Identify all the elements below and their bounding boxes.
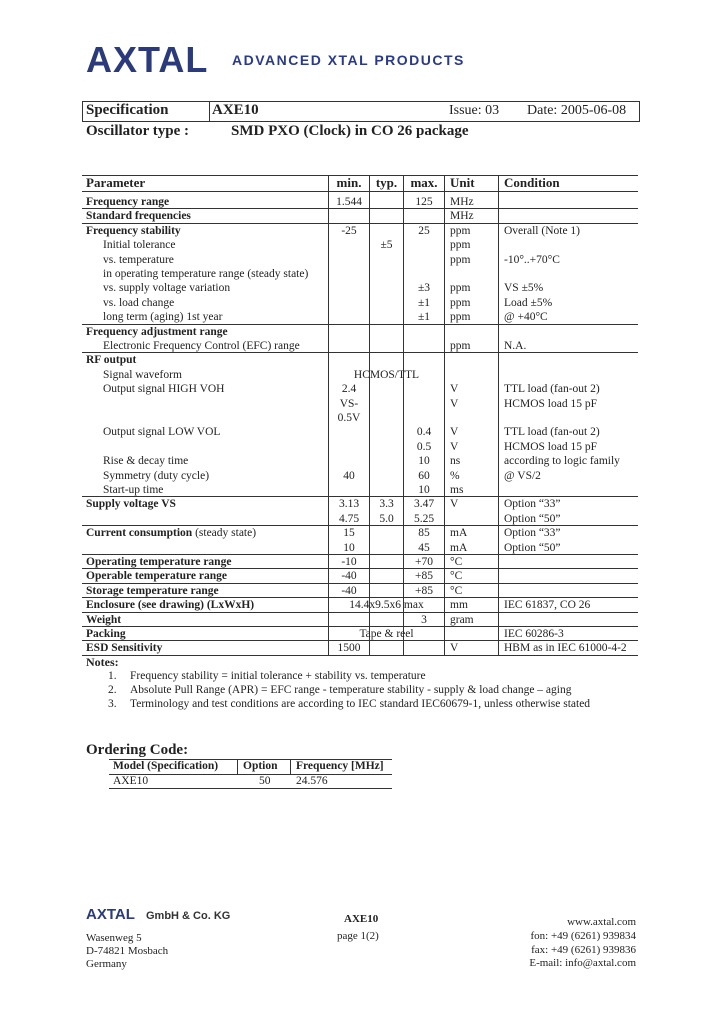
cell-max: +85 <box>415 570 433 583</box>
cell-typ: 5.0 <box>379 512 394 525</box>
cell-unit: ppm <box>450 340 471 352</box>
footer-phone: fon: +49 (6261) 939834 <box>530 930 636 942</box>
cell-parameter: RF output <box>86 354 137 367</box>
cell-subparameter: vs. load change <box>103 296 175 309</box>
cell-unit: ppm <box>450 282 471 295</box>
cell-unit: ppm <box>450 311 471 324</box>
cell-parameter: Frequency adjustment range <box>86 325 228 338</box>
cell-parameter: Enclosure (see drawing) (LxWxH) <box>86 599 255 612</box>
footer-page: page 1(2) <box>337 930 379 942</box>
cell-min: 4.75 <box>338 512 360 525</box>
cell-max: +70 <box>415 556 433 568</box>
cell-max: 25 <box>418 224 430 237</box>
cell-max: 10 <box>418 484 430 496</box>
company-tagline: ADVANCED XTAL PRODUCTS <box>232 52 465 68</box>
cell-min: 1500 <box>337 642 361 655</box>
cell-condition: HCMOS load 15 pF <box>504 440 597 453</box>
cell-parameter: Current consumption (steady state) <box>86 527 257 540</box>
footer-company: GmbH & Co. KG <box>146 910 231 922</box>
cell-parameter: Frequency stability <box>86 224 181 237</box>
cell-condition: according to logic family <box>504 455 620 468</box>
cell-merged: HCMOS/TTL <box>353 368 420 381</box>
cell-unit: V <box>450 440 459 453</box>
cell-parameter: ESD Sensitivity <box>86 642 163 655</box>
cell-condition: Option “33” <box>504 498 561 511</box>
cell-unit: mm <box>450 599 468 612</box>
ordering-bottom-line <box>109 788 392 789</box>
spec-value: AXE10 <box>212 102 259 118</box>
header-unit: Unit <box>450 175 475 190</box>
cell-max: ±1 <box>417 296 431 309</box>
row-separator <box>82 352 638 353</box>
cell-unit: ppm <box>450 296 471 309</box>
header-min: min. <box>336 175 362 190</box>
cell-min: 40 <box>343 469 355 482</box>
note-text: Terminology and test conditions are according to IEC standard IEC60679-1, unless otherwise stated <box>130 698 591 710</box>
cell-subparameter: Output signal LOW VOL <box>103 426 221 439</box>
note-text: Absolute Pull Range (APR) = EFC range - temperature stability - supply & load change – aging <box>130 684 572 696</box>
cell-condition: -10°..+70°C <box>504 253 560 266</box>
footer-email[interactable]: E-mail: info@axtal.com <box>529 957 636 969</box>
cell-min: 0.5V <box>337 412 361 424</box>
cell-condition: HCMOS load 15 pF <box>504 397 597 410</box>
footer-fax: fax: +49 (6261) 939836 <box>531 944 636 956</box>
cell-unit: % <box>450 469 460 482</box>
spec-label: Specification <box>86 102 169 118</box>
cell-max: ±3 <box>417 282 431 295</box>
ordering-header-model: Model (Specification) <box>113 760 219 772</box>
date: Date: 2005-06-08 <box>527 103 627 118</box>
cell-max: 125 <box>415 196 433 208</box>
cell-max: 0.5 <box>416 440 432 453</box>
cell-parameter: Frequency range <box>86 196 170 208</box>
cell-min: 15 <box>343 527 355 540</box>
cell-unit: °C <box>450 584 463 597</box>
cell-typ: 3.3 <box>379 498 394 511</box>
cell-typ: ±5 <box>380 239 393 252</box>
cell-parameter: Packing <box>86 628 126 640</box>
table-header-line <box>82 191 638 192</box>
cell-condition: Overall (Note 1) <box>504 224 580 237</box>
cell-max: ±1 <box>417 311 431 324</box>
ordering-header-option: Option <box>243 760 278 772</box>
cell-max: 0.4 <box>416 426 432 439</box>
cell-max: 45 <box>418 541 430 554</box>
cell-unit: ppm <box>450 239 471 252</box>
cell-unit: mA <box>450 527 468 540</box>
cell-subparameter: Signal waveform <box>103 368 182 381</box>
cell-condition: N.A. <box>504 340 527 352</box>
cell-min: VS- <box>339 397 359 410</box>
cell-unit: V <box>450 642 459 655</box>
cell-parameter: Supply voltage VS <box>86 498 176 511</box>
cell-subparameter: vs. supply voltage variation <box>103 282 231 295</box>
cell-condition: TTL load (fan-out 2) <box>504 426 600 439</box>
cell-max: 3 <box>421 613 427 626</box>
cell-min: -40 <box>341 570 357 583</box>
cell-unit: V <box>450 426 459 439</box>
cell-subparameter: Symmetry (duty cycle) <box>103 469 210 482</box>
cell-subparameter: Initial tolerance <box>103 239 176 252</box>
footer-doc: AXE10 <box>344 913 379 925</box>
cell-condition: Option “33” <box>504 527 561 540</box>
cell-min: -25 <box>341 224 357 237</box>
header-max: max. <box>410 175 438 190</box>
ordering-col-line <box>290 759 291 774</box>
header-parameter: Parameter <box>86 175 146 190</box>
ordering-frequency: 24.576 <box>296 775 328 787</box>
ordering-title: Ordering Code: <box>86 742 189 758</box>
cell-max: +85 <box>415 584 433 597</box>
ordering-model: AXE10 <box>113 775 149 787</box>
cell-unit: MHz <box>450 196 474 208</box>
ordering-header-frequency: Frequency [MHz] <box>296 760 384 772</box>
oscillator-type-value: SMD PXO (Clock) in CO 26 package <box>231 123 469 139</box>
footer-address-line: D-74821 Mosbach <box>86 945 169 957</box>
note-number: 3. <box>108 698 117 710</box>
ordering-option: 50 <box>259 775 271 787</box>
cell-condition: IEC 61837, CO 26 <box>504 599 591 612</box>
notes-title: Notes: <box>86 655 119 669</box>
cell-min: 3.13 <box>338 498 360 511</box>
cell-unit: ns <box>450 455 461 468</box>
cell-unit: ppm <box>450 224 471 237</box>
axtal-logo: AXTAL <box>86 39 209 80</box>
cell-min: 2.4 <box>341 383 357 396</box>
header-condition: Condition <box>504 175 560 190</box>
cell-max: 10 <box>418 455 430 468</box>
cell-unit: gram <box>450 613 474 626</box>
cell-unit: V <box>450 383 459 396</box>
cell-min: -40 <box>341 584 357 597</box>
cell-subparameter: Rise & decay time <box>103 455 189 468</box>
spec-header-divider <box>209 101 210 122</box>
cell-subparameter: long term (aging) 1st year <box>103 311 223 324</box>
cell-merged: 14.4x9.5x6 max <box>349 599 424 612</box>
cell-unit: mA <box>450 541 468 554</box>
cell-subparameter: Output signal HIGH VOH <box>103 383 225 396</box>
cell-condition: HBM as in IEC 61000-4-2 <box>504 642 627 655</box>
footer-website[interactable]: www.axtal.com <box>567 916 636 928</box>
cell-parameter: Standard frequencies <box>86 210 191 223</box>
ordering-header-line <box>109 774 392 775</box>
row-separator <box>82 612 638 613</box>
cell-condition: Load ±5% <box>504 296 553 309</box>
note-text: Frequency stability = initial tolerance + stability vs. temperature <box>130 670 426 682</box>
cell-subparameter: Start-up time <box>103 484 164 496</box>
cell-parameter: Storage temperature range <box>86 584 219 597</box>
cell-condition: VS ±5% <box>504 282 544 295</box>
cell-unit: °C <box>450 570 463 583</box>
cell-parameter: Operable temperature range <box>86 570 227 583</box>
cell-min: 1.544 <box>336 196 362 208</box>
note-number: 1. <box>108 670 117 682</box>
cell-merged: Tape & reel <box>359 628 414 640</box>
cell-min: -10 <box>341 556 357 568</box>
footer-address-line: Germany <box>86 958 127 970</box>
cell-min: 10 <box>343 541 355 554</box>
cell-condition: TTL load (fan-out 2) <box>504 383 600 396</box>
cell-subparameter: vs. temperature <box>103 253 174 266</box>
footer-address-line: Wasenweg 5 <box>86 932 142 944</box>
note-number: 2. <box>108 684 117 696</box>
cell-condition: IEC 60286-3 <box>504 628 564 640</box>
cell-unit: ms <box>450 484 464 496</box>
cell-condition: Option “50” <box>504 541 561 554</box>
cell-parameter-extra: (steady state) <box>192 527 257 540</box>
footer-logo: AXTAL <box>86 906 135 923</box>
cell-max: 85 <box>418 527 430 540</box>
cell-subparameter: Electronic Frequency Control (EFC) range <box>103 340 300 352</box>
cell-unit: V <box>450 498 459 511</box>
cell-parameter: Weight <box>86 613 122 626</box>
oscillator-type-label: Oscillator type : <box>86 123 190 139</box>
cell-condition: Option “50” <box>504 512 561 525</box>
cell-subparameter: in operating temperature range (steady state) <box>103 268 309 280</box>
cell-unit: MHz <box>450 210 474 223</box>
cell-parameter: Operating temperature range <box>86 556 232 568</box>
cell-max: 3.47 <box>413 498 435 511</box>
cell-unit: °C <box>450 556 463 568</box>
cell-condition: @ +40°C <box>504 311 548 324</box>
cell-condition: @ VS/2 <box>504 469 541 482</box>
cell-unit: ppm <box>450 253 471 266</box>
cell-unit: V <box>450 397 459 410</box>
cell-max: 60 <box>418 469 430 482</box>
issue: Issue: 03 <box>449 103 500 118</box>
cell-max: 5.25 <box>413 512 435 525</box>
header-typ: typ. <box>375 175 398 190</box>
ordering-col-line <box>237 759 238 774</box>
